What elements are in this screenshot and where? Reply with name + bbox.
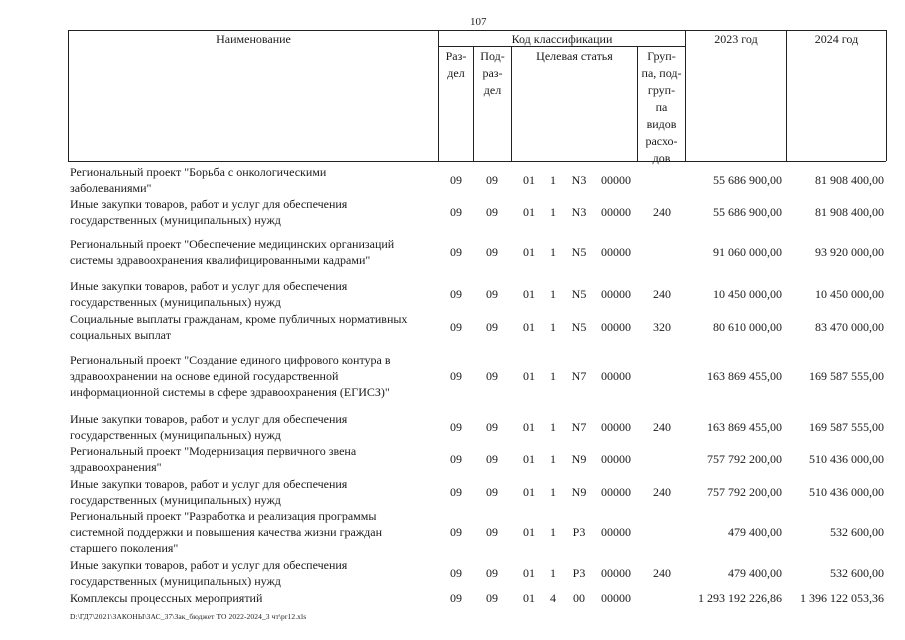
cell-y2024: 93 920 000,00 — [815, 245, 884, 259]
cell-rz: 09 — [450, 591, 462, 605]
cell-t2: 1 — [550, 173, 556, 187]
cell-t1: 01 — [523, 287, 535, 301]
cell-y2023: 479 400,00 — [728, 525, 782, 539]
row-name: Иные закупки товаров, работ и услуг для обеспечения государственных (муниципальных) нужд — [70, 412, 348, 442]
cell-t3: N9 — [571, 485, 587, 499]
table-row — [0, 411, 905, 443]
cell-t3: N9 — [571, 452, 587, 466]
cell-t3: N3 — [571, 173, 587, 187]
cell-vr: 240 — [653, 205, 671, 219]
cell-t2: 1 — [550, 566, 556, 580]
cell-t1: 01 — [523, 452, 535, 466]
cell-y2024: 510 436 000,00 — [809, 485, 884, 499]
cell-rz: 09 — [450, 245, 462, 259]
cell-pr: 09 — [486, 485, 498, 499]
cell-y2024: 169 587 555,00 — [809, 420, 884, 434]
cell-y2024: 1 396 122 053,36 — [800, 591, 884, 605]
cell-pr: 09 — [486, 566, 498, 580]
cell-t1: 01 — [523, 173, 535, 187]
cell-t3: N5 — [571, 245, 587, 259]
cell-t2: 1 — [550, 205, 556, 219]
cell-t1: 01 — [523, 566, 535, 580]
cell-t3: N7 — [571, 420, 587, 434]
table-row — [0, 557, 905, 589]
cell-t3: P3 — [572, 566, 586, 580]
header-subsection: Под- раз- дел — [480, 49, 505, 97]
cell-t4: 00000 — [601, 485, 631, 499]
file-path-footer: D:\ГД7\2021\ЗАКОНЫ\ЗАС_37\Зак_бюджет ТО 2022-2024_3 чт\pr12.xls — [70, 612, 307, 621]
cell-rz: 09 — [450, 485, 462, 499]
cell-y2024: 81 908 400,00 — [815, 173, 884, 187]
cell-vr: 240 — [653, 420, 671, 434]
row-name: Региональный проект "Обеспечение медицинских организаций системы здравоохранения квалифицированными кадрами" — [70, 237, 395, 267]
cell-t3: N7 — [571, 369, 587, 383]
cell-t3: N3 — [571, 205, 587, 219]
cell-t1: 01 — [523, 525, 535, 539]
cell-y2023: 479 400,00 — [728, 566, 782, 580]
cell-t2: 1 — [550, 287, 556, 301]
cell-pr: 09 — [486, 205, 498, 219]
cell-t1: 01 — [523, 420, 535, 434]
cell-y2023: 757 792 200,00 — [707, 485, 782, 499]
cell-rz: 09 — [450, 173, 462, 187]
cell-y2023: 10 450 000,00 — [713, 287, 782, 301]
cell-t1: 01 — [523, 245, 535, 259]
cell-t4: 00000 — [601, 452, 631, 466]
cell-t2: 4 — [550, 591, 556, 605]
cell-y2023: 80 610 000,00 — [713, 320, 782, 334]
table-row — [0, 476, 905, 508]
cell-pr: 09 — [486, 525, 498, 539]
cell-pr: 09 — [486, 591, 498, 605]
cell-pr: 09 — [486, 452, 498, 466]
header-name: Наименование — [216, 32, 291, 46]
table-row — [0, 196, 905, 228]
cell-t3: P3 — [572, 525, 586, 539]
table-row — [0, 508, 905, 556]
cell-rz: 09 — [450, 566, 462, 580]
cell-rz: 09 — [450, 452, 462, 466]
row-name: Комплексы процессных мероприятий — [70, 591, 263, 605]
cell-y2024: 83 470 000,00 — [815, 320, 884, 334]
cell-t1: 01 — [523, 320, 535, 334]
cell-t1: 01 — [523, 369, 535, 383]
cell-y2023: 1 293 192 226,86 — [698, 591, 782, 605]
cell-t4: 00000 — [601, 245, 631, 259]
cell-pr: 09 — [486, 245, 498, 259]
cell-vr: 240 — [653, 485, 671, 499]
cell-t2: 1 — [550, 320, 556, 334]
cell-pr: 09 — [486, 287, 498, 301]
cell-y2024: 169 587 555,00 — [809, 369, 884, 383]
cell-rz: 09 — [450, 525, 462, 539]
cell-t2: 1 — [550, 525, 556, 539]
cell-t4: 00000 — [601, 566, 631, 580]
cell-t3: N5 — [571, 320, 587, 334]
cell-y2024: 532 600,00 — [830, 566, 884, 580]
cell-t1: 01 — [523, 591, 535, 605]
cell-vr: 240 — [653, 566, 671, 580]
header-target: Целевая статья — [536, 49, 613, 63]
header-group: Груп- па, под- груп- па видов расхо- дов — [641, 49, 682, 165]
row-name: Иные закупки товаров, работ и услуг для обеспечения государственных (муниципальных) нужд — [70, 279, 348, 309]
cell-t3: N5 — [571, 287, 587, 301]
header-section: Раз- дел — [445, 49, 467, 80]
row-name: Иные закупки товаров, работ и услуг для обеспечения государственных (муниципальных) нужд — [70, 477, 348, 507]
cell-rz: 09 — [450, 420, 462, 434]
cell-t2: 1 — [550, 369, 556, 383]
cell-y2023: 163 869 455,00 — [707, 420, 782, 434]
cell-y2023: 55 686 900,00 — [713, 205, 782, 219]
cell-t4: 00000 — [601, 591, 631, 605]
table-row — [0, 278, 905, 310]
cell-y2023: 91 060 000,00 — [713, 245, 782, 259]
cell-y2024: 510 436 000,00 — [809, 452, 884, 466]
table-row — [0, 590, 905, 606]
cell-y2024: 532 600,00 — [830, 525, 884, 539]
cell-rz: 09 — [450, 287, 462, 301]
cell-t4: 00000 — [601, 320, 631, 334]
cell-t3: 00 — [573, 591, 585, 605]
header-year-2024: 2024 год — [814, 32, 859, 46]
cell-y2024: 81 908 400,00 — [815, 205, 884, 219]
cell-rz: 09 — [450, 320, 462, 334]
cell-t1: 01 — [523, 485, 535, 499]
row-name: Социальные выплаты гражданам, кроме публичных нормативных социальных выплат — [70, 312, 408, 342]
table-row — [0, 311, 905, 343]
row-name: Региональный проект "Создание единого цифрового контура в здравоохранении на основе единой государственной информационной системы в сфере здравоохранения (ЕГИСЗ)" — [70, 353, 391, 399]
cell-t4: 00000 — [601, 525, 631, 539]
cell-pr: 09 — [486, 420, 498, 434]
table-row — [0, 164, 905, 196]
cell-y2023: 163 869 455,00 — [707, 369, 782, 383]
row-name: Региональный проект "Модернизация первичного звена здравоохранения" — [70, 444, 357, 474]
row-name: Иные закупки товаров, работ и услуг для обеспечения государственных (муниципальных) нужд — [70, 197, 348, 227]
cell-pr: 09 — [486, 369, 498, 383]
table-row — [0, 352, 905, 400]
cell-vr: 240 — [653, 287, 671, 301]
page-number: 107 — [470, 16, 487, 28]
cell-t4: 00000 — [601, 369, 631, 383]
header-classification: Код классификации — [511, 32, 613, 46]
row-name: Иные закупки товаров, работ и услуг для обеспечения государственных (муниципальных) нужд — [70, 558, 348, 588]
cell-pr: 09 — [486, 173, 498, 187]
cell-t4: 00000 — [601, 173, 631, 187]
cell-t4: 00000 — [601, 420, 631, 434]
cell-t4: 00000 — [601, 287, 631, 301]
cell-rz: 09 — [450, 205, 462, 219]
cell-t2: 1 — [550, 420, 556, 434]
cell-t2: 1 — [550, 452, 556, 466]
cell-y2023: 757 792 200,00 — [707, 452, 782, 466]
cell-pr: 09 — [486, 320, 498, 334]
cell-y2024: 10 450 000,00 — [815, 287, 884, 301]
cell-rz: 09 — [450, 369, 462, 383]
table-row — [0, 236, 905, 268]
cell-y2023: 55 686 900,00 — [713, 173, 782, 187]
row-name: Региональный проект "Разработка и реализация программы системной поддержки и повышения качества жизни граждан старшего поколения" — [70, 509, 382, 555]
cell-t1: 01 — [523, 205, 535, 219]
cell-vr: 320 — [653, 320, 671, 334]
cell-t4: 00000 — [601, 205, 631, 219]
cell-t2: 1 — [550, 245, 556, 259]
row-name: Региональный проект "Борьба с онкологическими заболеваниями" — [70, 165, 327, 195]
header-year-2023: 2023 год — [714, 32, 758, 46]
table-row — [0, 443, 905, 475]
cell-t2: 1 — [550, 485, 556, 499]
